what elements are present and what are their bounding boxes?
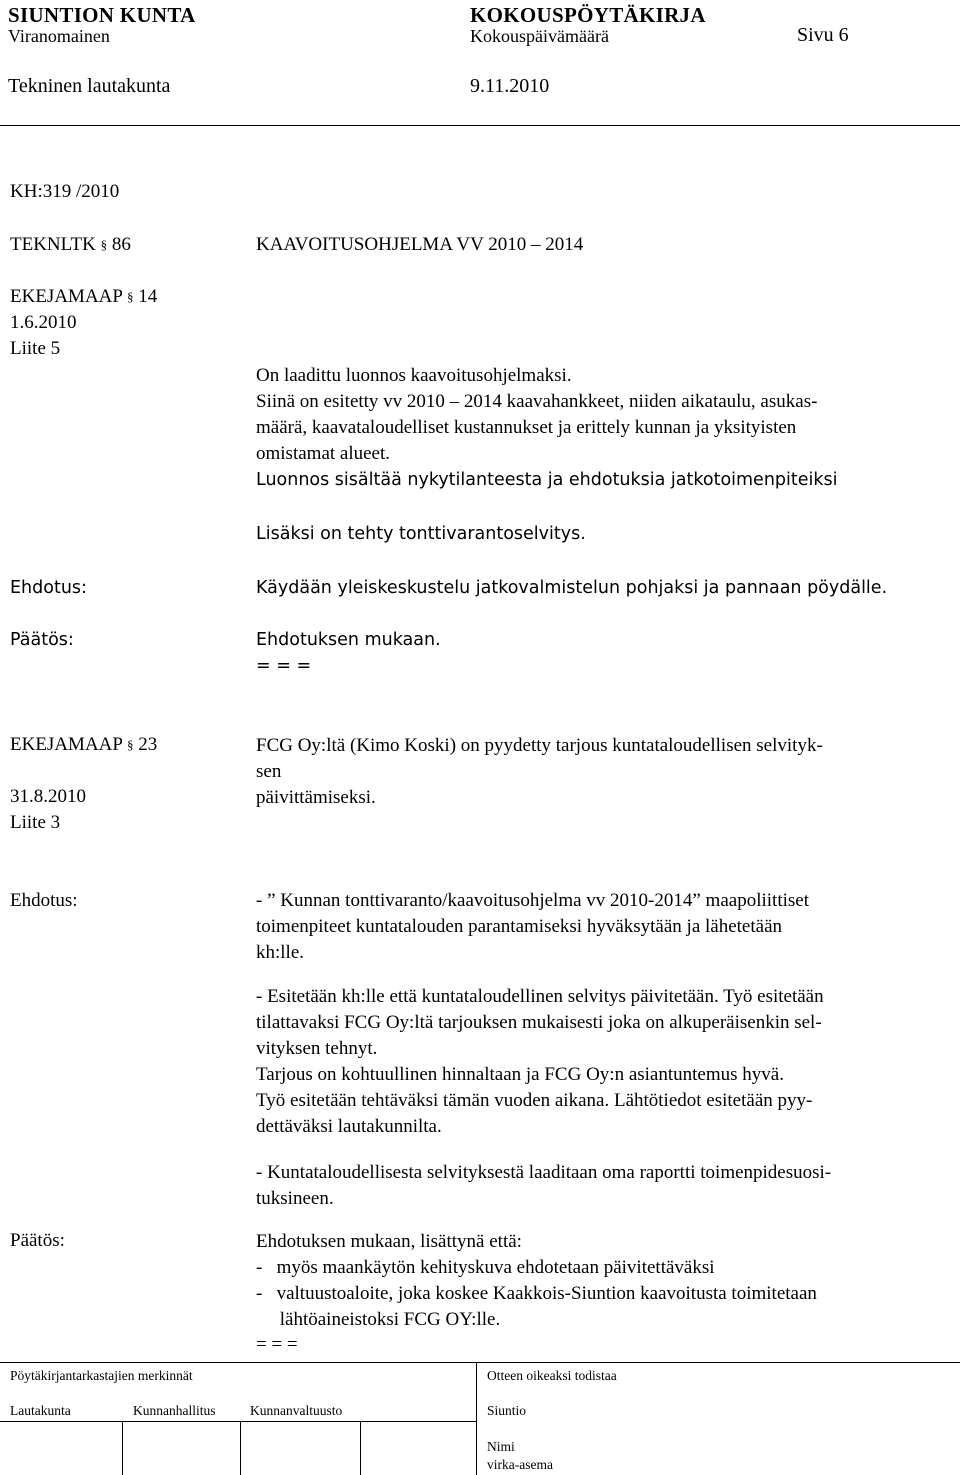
proposal-text: Käydään yleiskeskustelu jatkovalmistelun pohjaksi ja pannaan pöydälle. bbox=[256, 578, 888, 598]
section-icon: § bbox=[127, 289, 134, 304]
footer-title-label: virka-asema bbox=[487, 1457, 553, 1472]
footer-col-kunnanvaltuusto: Kunnanvaltuusto bbox=[250, 1403, 343, 1418]
paragraph-line: dettäväksi lautakunnilta. bbox=[256, 1116, 442, 1137]
footer-divider bbox=[476, 1362, 477, 1475]
page-number: Sivu 6 bbox=[797, 24, 849, 46]
footer-col-kunnanhallitus: Kunnanhallitus bbox=[133, 1403, 216, 1418]
paragraph-line: - ” Kunnan tonttivaranto/kaavoitusohjelma vv 2010-2014” maapoliittiset bbox=[256, 890, 809, 911]
footer-place: Siuntio bbox=[487, 1403, 527, 1418]
case2-separator: = = = bbox=[256, 1334, 298, 1355]
meeting-date: 9.11.2010 bbox=[470, 75, 550, 97]
case2-line: FCG Oy:ltä (Kimo Koski) on pyydetty tarjous kuntataloudellisen selvityk- bbox=[256, 735, 823, 756]
ref2-org: EKEJAMAAP bbox=[10, 286, 123, 307]
intro-line: omistamat alueet. bbox=[256, 443, 391, 464]
decision-label: Päätös: bbox=[10, 630, 74, 650]
intro-line: On laadittu luonnos kaavoitusohjelmaksi. bbox=[256, 365, 572, 386]
case2-line: sen bbox=[256, 761, 282, 782]
intro-line: määrä, kaavataloudelliset kustannukset ja erittely kunnan ja yksityisten bbox=[256, 417, 797, 438]
paragraph-line: Työ esitetään tehtäväksi tämän vuoden aikana. Lähtötiedot esitetään pyy- bbox=[256, 1090, 813, 1111]
case2-decision bbox=[256, 1229, 817, 1333]
case2-text bbox=[256, 733, 823, 811]
ref2-attachment: Liite 5 bbox=[10, 338, 61, 359]
section-icon: § bbox=[127, 737, 134, 752]
ref1-section bbox=[10, 234, 131, 256]
paragraph-line: tilattavaksi FCG Oy:ltä tarjouksen mukaisesti joka on alkuperäisenkin sel- bbox=[256, 1012, 822, 1033]
footer-col-lautakunta: Lautakunta bbox=[10, 1403, 71, 1418]
decision-line: lähtöaineistoksi FCG OY:lle. bbox=[256, 1309, 501, 1330]
case2-decision-label: Päätös: bbox=[10, 1230, 65, 1251]
separator: = = = bbox=[256, 656, 312, 676]
ref1-org: TEKNLTK bbox=[10, 234, 96, 255]
case2-org: EKEJAMAAP bbox=[10, 734, 123, 755]
intro-line: Siinä on esitetty vv 2010 – 2014 kaavahankkeet, niiden aikataulu, asukas- bbox=[256, 391, 818, 412]
decision-line: Ehdotuksen mukaan, lisättynä että: bbox=[256, 1231, 522, 1252]
proposal-paragraph-2 bbox=[256, 984, 824, 1140]
case2-proposal-label: Ehdotus: bbox=[10, 890, 78, 911]
proposal-paragraph-1 bbox=[256, 888, 809, 966]
footer-grid-vline bbox=[122, 1421, 123, 1475]
case2-attachment: Liite 3 bbox=[10, 812, 61, 833]
municipality-name: SIUNTION KUNTA bbox=[8, 3, 196, 27]
kh-number: KH:319 /2010 bbox=[10, 181, 120, 202]
footer-name-label: Nimi bbox=[487, 1439, 515, 1454]
paragraph-line: kh:lle. bbox=[256, 942, 305, 963]
case2-date: 31.8.2010 bbox=[10, 786, 86, 807]
decision-text: Ehdotuksen mukaan. bbox=[256, 630, 441, 650]
case2-line: päivittämiseksi. bbox=[256, 787, 376, 808]
proposal-label: Ehdotus: bbox=[10, 578, 87, 598]
case2-section bbox=[10, 734, 157, 756]
footer-top-line bbox=[0, 1362, 960, 1363]
header-divider bbox=[0, 125, 960, 126]
decision-line: - myös maankäytön kehityskuva ehdotetaan päivitettäväksi bbox=[256, 1257, 715, 1278]
checkers-label: Pöytäkirjantarkastajien merkinnät bbox=[10, 1368, 193, 1383]
ref2-num: 14 bbox=[138, 286, 158, 307]
paragraph-line: toimenpiteet kuntatalouden parantamiseksi hyväksytään ja lähetetään bbox=[256, 916, 783, 937]
document-type: KOKOUSPÖYTÄKIRJA bbox=[470, 3, 706, 27]
paragraph-line: vityksen tehnyt. bbox=[256, 1038, 378, 1059]
authority-name: Tekninen lautakunta bbox=[8, 75, 171, 97]
additional-text: Lisäksi on tehty tonttivarantoselvitys. bbox=[256, 524, 586, 544]
case2-num: 23 bbox=[138, 734, 158, 755]
paragraph-line: tuksineen. bbox=[256, 1188, 334, 1209]
intro-text bbox=[256, 363, 817, 467]
case-title: KAAVOITUSOHJELMA VV 2010 – 2014 bbox=[256, 234, 584, 255]
footer-grid-vline bbox=[360, 1421, 361, 1475]
ref2-section bbox=[10, 286, 157, 308]
paragraph-line: Tarjous on kohtuullinen hinnaltaan ja FCG Oy:n asiantuntemus hyvä. bbox=[256, 1064, 784, 1085]
footer-grid-vline bbox=[240, 1421, 241, 1475]
ref1-num: 86 bbox=[111, 234, 131, 255]
certified-label: Otteen oikeaksi todistaa bbox=[487, 1368, 617, 1383]
footer-grid-line bbox=[0, 1421, 476, 1422]
paragraph-line: - Kuntataloudellisesta selvityksestä laaditaan oma raportti toimenpidesuosi- bbox=[256, 1162, 832, 1183]
paragraph-line: - Esitetään kh:lle että kuntataloudellinen selvitys päivitetään. Työ esitetään bbox=[256, 986, 824, 1007]
proposal-paragraph-3 bbox=[256, 1160, 831, 1212]
decision-line: - valtuustoaloite, joka koskee Kaakkois-Siuntion kaavoitusta toimitetaan bbox=[256, 1283, 817, 1304]
date-label: Kokouspäivämäärä bbox=[470, 26, 609, 46]
summary-text: Luonnos sisältää nykytilanteesta ja ehdotuksia jatkotoimenpiteiksi bbox=[256, 470, 838, 490]
authority-label: Viranomainen bbox=[8, 26, 110, 46]
section-icon: § bbox=[100, 237, 108, 252]
ref2-date: 1.6.2010 bbox=[10, 312, 77, 333]
